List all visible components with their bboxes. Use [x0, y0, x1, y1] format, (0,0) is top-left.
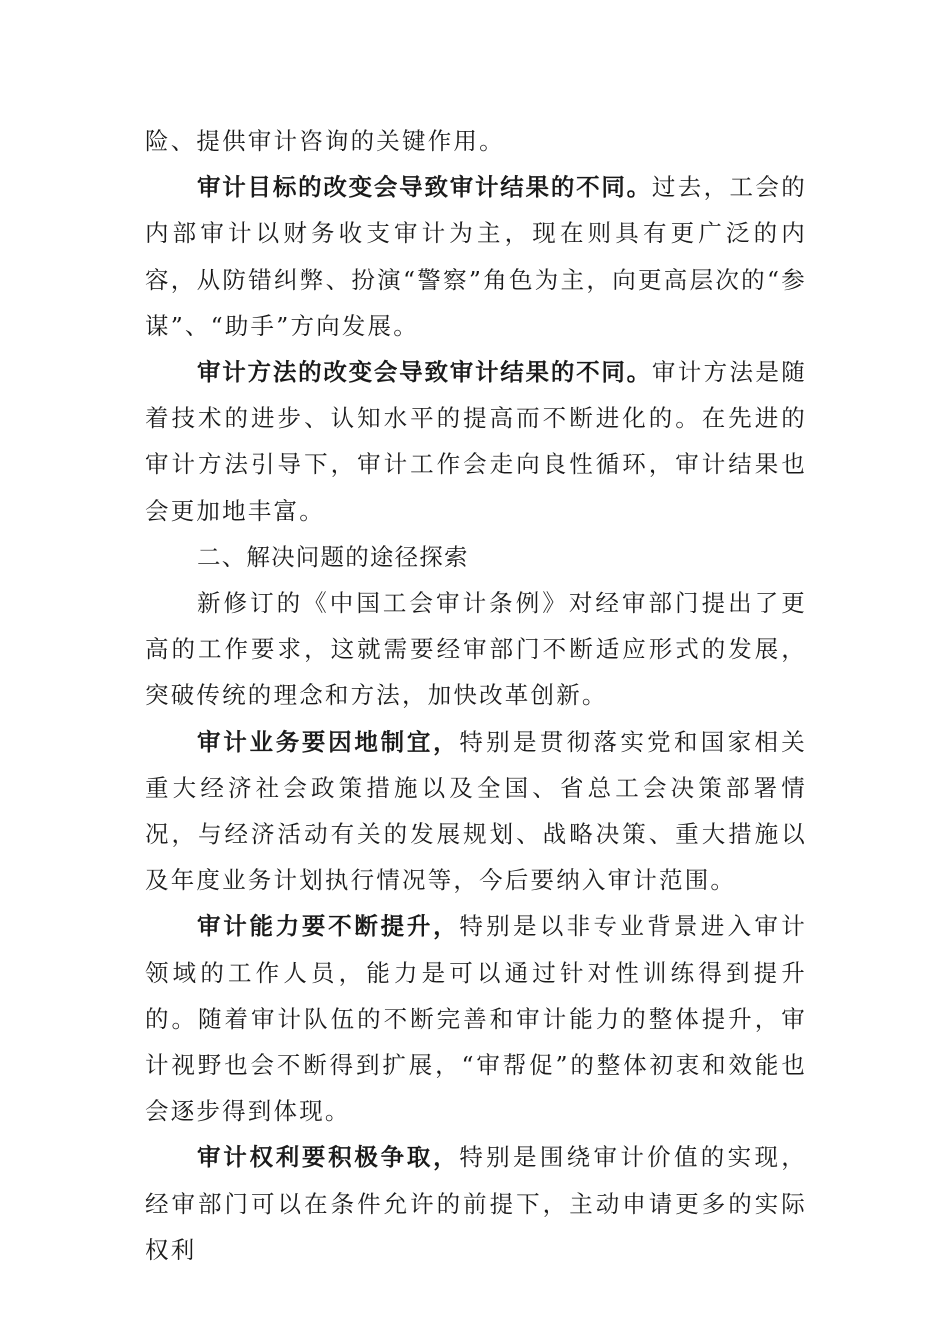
paragraph-continuation [145, 118, 807, 164]
paragraph-text: 特别是围绕审计价值的实现，经审部门可以在条件允许的前提下，主动申请更多的实际权利 [145, 1143, 808, 1264]
paragraph-audit-ability [145, 903, 807, 1134]
paragraph-text: 特别是贯彻落实党和国家相关重大经济社会政策措施以及全国、省总工会决策部署情况，与经济活动有关的发展规划、战略决策、重大措施以及年度业务计划执行情况等，今后要纳入审计范围。 [145, 727, 808, 895]
paragraph-text: 新修订的《中国工会审计条例》对经审部门提出了更高的工作要求，这就需要经审部门不断适应形式的发展，突破传统的理念和方法，加快改革创新。 [145, 589, 807, 710]
paragraph-lead: 审计方法的改变会导致审计结果的不同。 [197, 358, 652, 387]
paragraph-text: 险、提供审计咨询的关键作用。 [145, 127, 505, 155]
paragraph-audit-rights [145, 1134, 807, 1273]
paragraph-text: 过去，工会的内部审计以财务收支审计为主，现在则具有更广泛的内容，从防错纠弊、扮演“警察”角色为主，向更高层次的“参谋”、“助手”方向发展。 [145, 173, 807, 340]
paragraph-regulation [145, 580, 807, 719]
paragraph-lead: 审计目标的改变会导致审计结果的不同。 [197, 173, 652, 202]
paragraph-audit-goal [145, 164, 807, 349]
paragraph-lead: 审计能力要不断提升， [197, 912, 460, 941]
paragraph-audit-business [145, 719, 807, 904]
paragraph-lead: 审计权利要积极争取， [197, 1143, 460, 1172]
paragraph-lead: 审计业务要因地制宜， [197, 727, 460, 756]
paragraph-text: 特别是以非专业背景进入审计领域的工作人员，能力是可以通过针对性训练得到提升的。随着审计队伍的不断完善和审计能力的整体提升，审计视野也会不断得到扩展，“审帮促”的整体初衷和效能也会逐步得到体现。 [145, 912, 808, 1126]
paragraph-text: 审计方法是随着技术的进步、认知水平的提高而不断进化的。在先进的审计方法引导下，审计工作会走向良性循环，审计结果也会更加地丰富。 [145, 358, 807, 525]
paragraph-audit-method [145, 349, 807, 534]
section-heading: 二、解决问题的途径探索 [197, 542, 469, 571]
document-body [145, 118, 807, 1273]
